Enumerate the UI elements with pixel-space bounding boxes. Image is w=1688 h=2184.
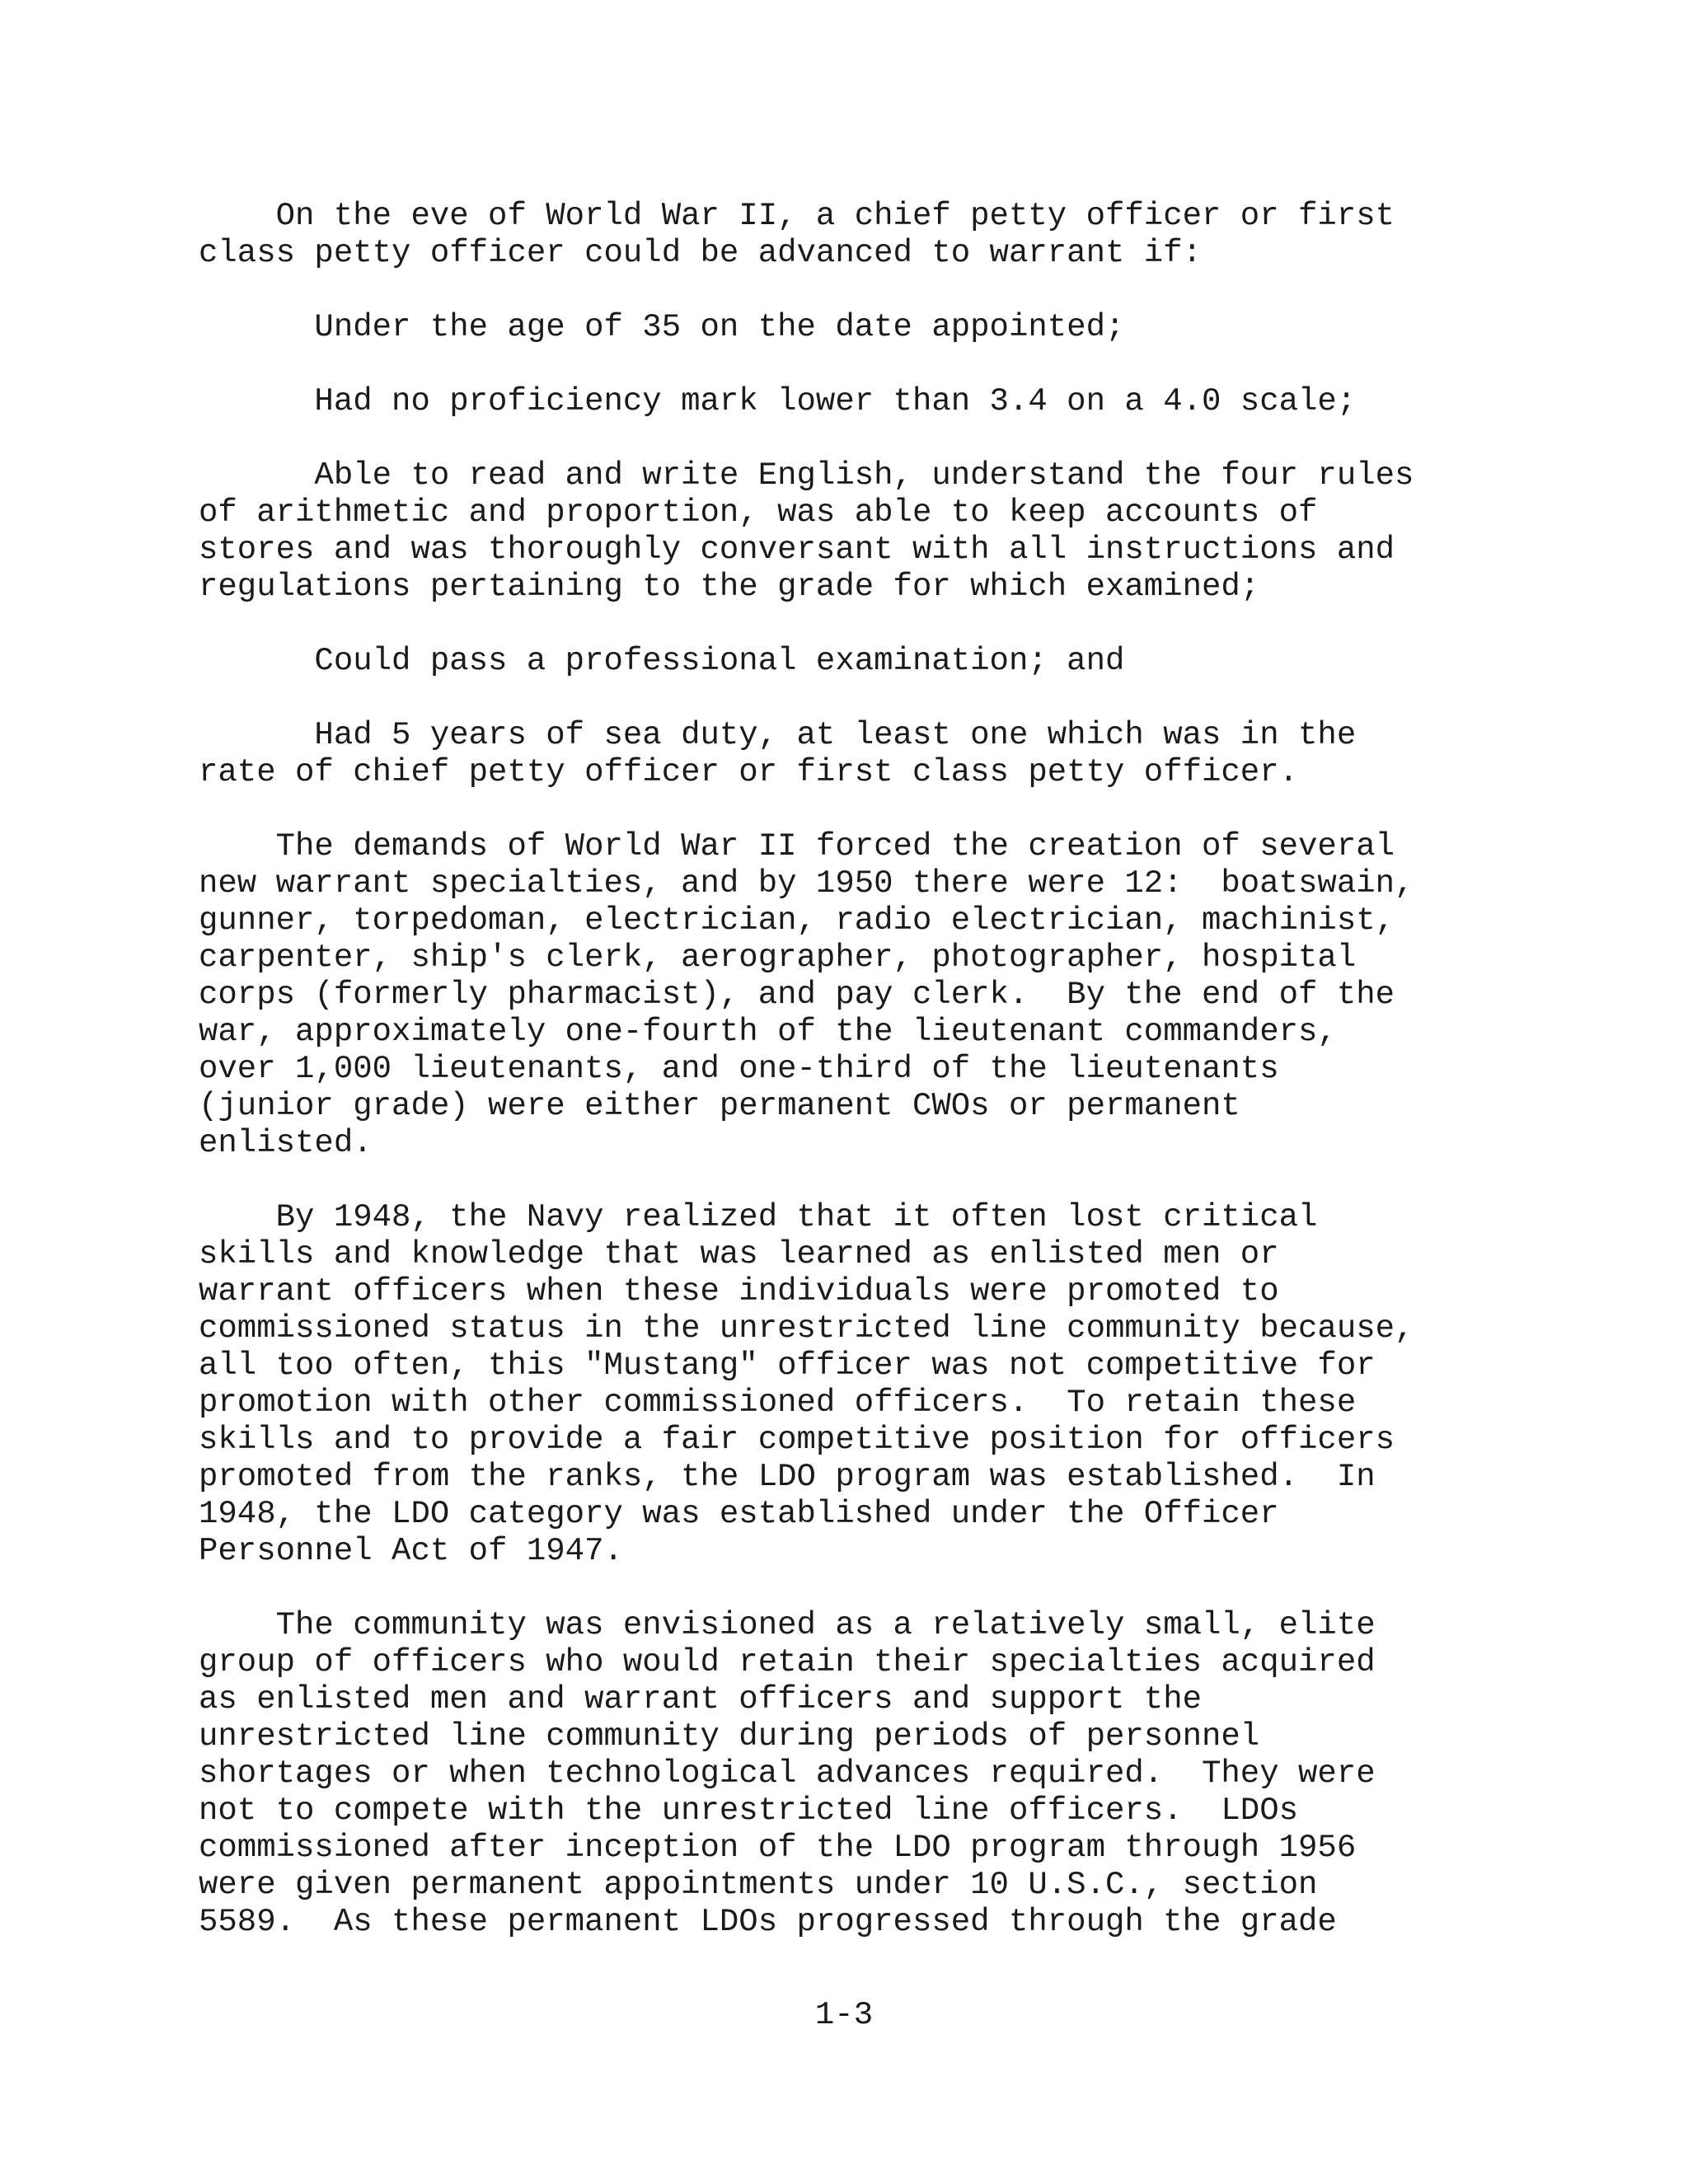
text-line: Under the age of 35 on the date appointed; <box>199 309 1125 345</box>
text-line: skills and knowledge that was learned as enlisted men or <box>199 1236 1279 1272</box>
text-line: promotion with other commissioned officers. To retain these <box>199 1385 1357 1421</box>
text-line: shortages or when technological advances required. They were <box>199 1755 1376 1792</box>
text-line: enlisted. <box>199 1125 373 1161</box>
text-line: were given permanent appointments under 10 U.S.C., section <box>199 1867 1318 1903</box>
text-line: Had 5 years of sea duty, at least one which was in the <box>199 717 1357 753</box>
text-line: as enlisted men and warrant officers and support the <box>199 1681 1202 1718</box>
text-line: promoted from the ranks, the LDO program was established. In <box>199 1459 1376 1495</box>
text-line: gunner, torpedoman, electrician, radio electrician, machinist, <box>199 902 1395 939</box>
text-line: over 1,000 lieutenants, and one-third of the lieutenants <box>199 1051 1279 1087</box>
text-line: 1948, the LDO category was established under the Officer <box>199 1496 1279 1532</box>
text-line: warrant officers when these individuals were promoted to <box>199 1273 1279 1310</box>
text-line: rate of chief petty officer or first class petty officer. <box>199 754 1299 790</box>
text-line: corps (formerly pharmacist), and pay clerk. By the end of the <box>199 977 1395 1013</box>
body-text <box>199 198 1517 1978</box>
text-line: class petty officer could be advanced to warrant if: <box>199 235 1202 271</box>
text-line: On the eve of World War II, a chief petty officer or first <box>199 198 1395 234</box>
text-line: all too often, this "Mustang" officer was not competitive for <box>199 1347 1376 1384</box>
paragraph <box>199 309 1517 346</box>
text-line: The community was envisioned as a relatively small, elite <box>199 1607 1376 1643</box>
text-line: commissioned status in the unrestricted line community because, <box>199 1310 1414 1347</box>
text-line: regulations pertaining to the grade for which examined; <box>199 569 1260 605</box>
text-line: group of officers who would retain their specialties acquired <box>199 1644 1376 1680</box>
paragraph <box>199 457 1517 606</box>
text-line: By 1948, the Navy realized that it often lost critical <box>199 1199 1318 1235</box>
paragraph <box>199 1607 1517 1941</box>
paragraph <box>199 717 1517 791</box>
text-line: unrestricted line community during periods of personnel <box>199 1718 1260 1755</box>
text-line: war, approximately one-fourth of the lieutenant commanders, <box>199 1014 1337 1050</box>
text-line: not to compete with the unrestricted line officers. LDOs <box>199 1793 1299 1829</box>
text-line: 5589. As these permanent LDOs progressed through the grade <box>199 1904 1337 1940</box>
text-line: Personnel Act of 1947. <box>199 1533 623 1569</box>
paragraph <box>199 383 1517 420</box>
text-line: The demands of World War II forced the creation of several <box>199 828 1395 865</box>
text-line: Could pass a professional examination; and <box>199 643 1125 679</box>
paragraph <box>199 643 1517 680</box>
text-line: carpenter, ship's clerk, aerographer, photographer, hospital <box>199 940 1357 976</box>
text-line: new warrant specialties, and by 1950 there were 12: boatswain, <box>199 865 1414 902</box>
text-line: (junior grade) were either permanent CWOs or permanent <box>199 1088 1240 1124</box>
text-line: Able to read and write English, understand the four rules <box>199 457 1414 494</box>
text-line: of arithmetic and proportion, was able to keep accounts of <box>199 494 1318 531</box>
text-line: stores and was thoroughly conversant with all instructions and <box>199 532 1395 568</box>
text-line: Had no proficiency mark lower than 3.4 on a 4.0 scale; <box>199 383 1357 419</box>
paragraph <box>199 1199 1517 1570</box>
text-line: skills and to provide a fair competitive position for officers <box>199 1422 1395 1458</box>
paragraph <box>199 198 1517 272</box>
page-number: 1-3 <box>814 1997 874 2033</box>
paragraph <box>199 828 1517 1162</box>
text-line: commissioned after inception of the LDO program through 1956 <box>199 1830 1357 1866</box>
